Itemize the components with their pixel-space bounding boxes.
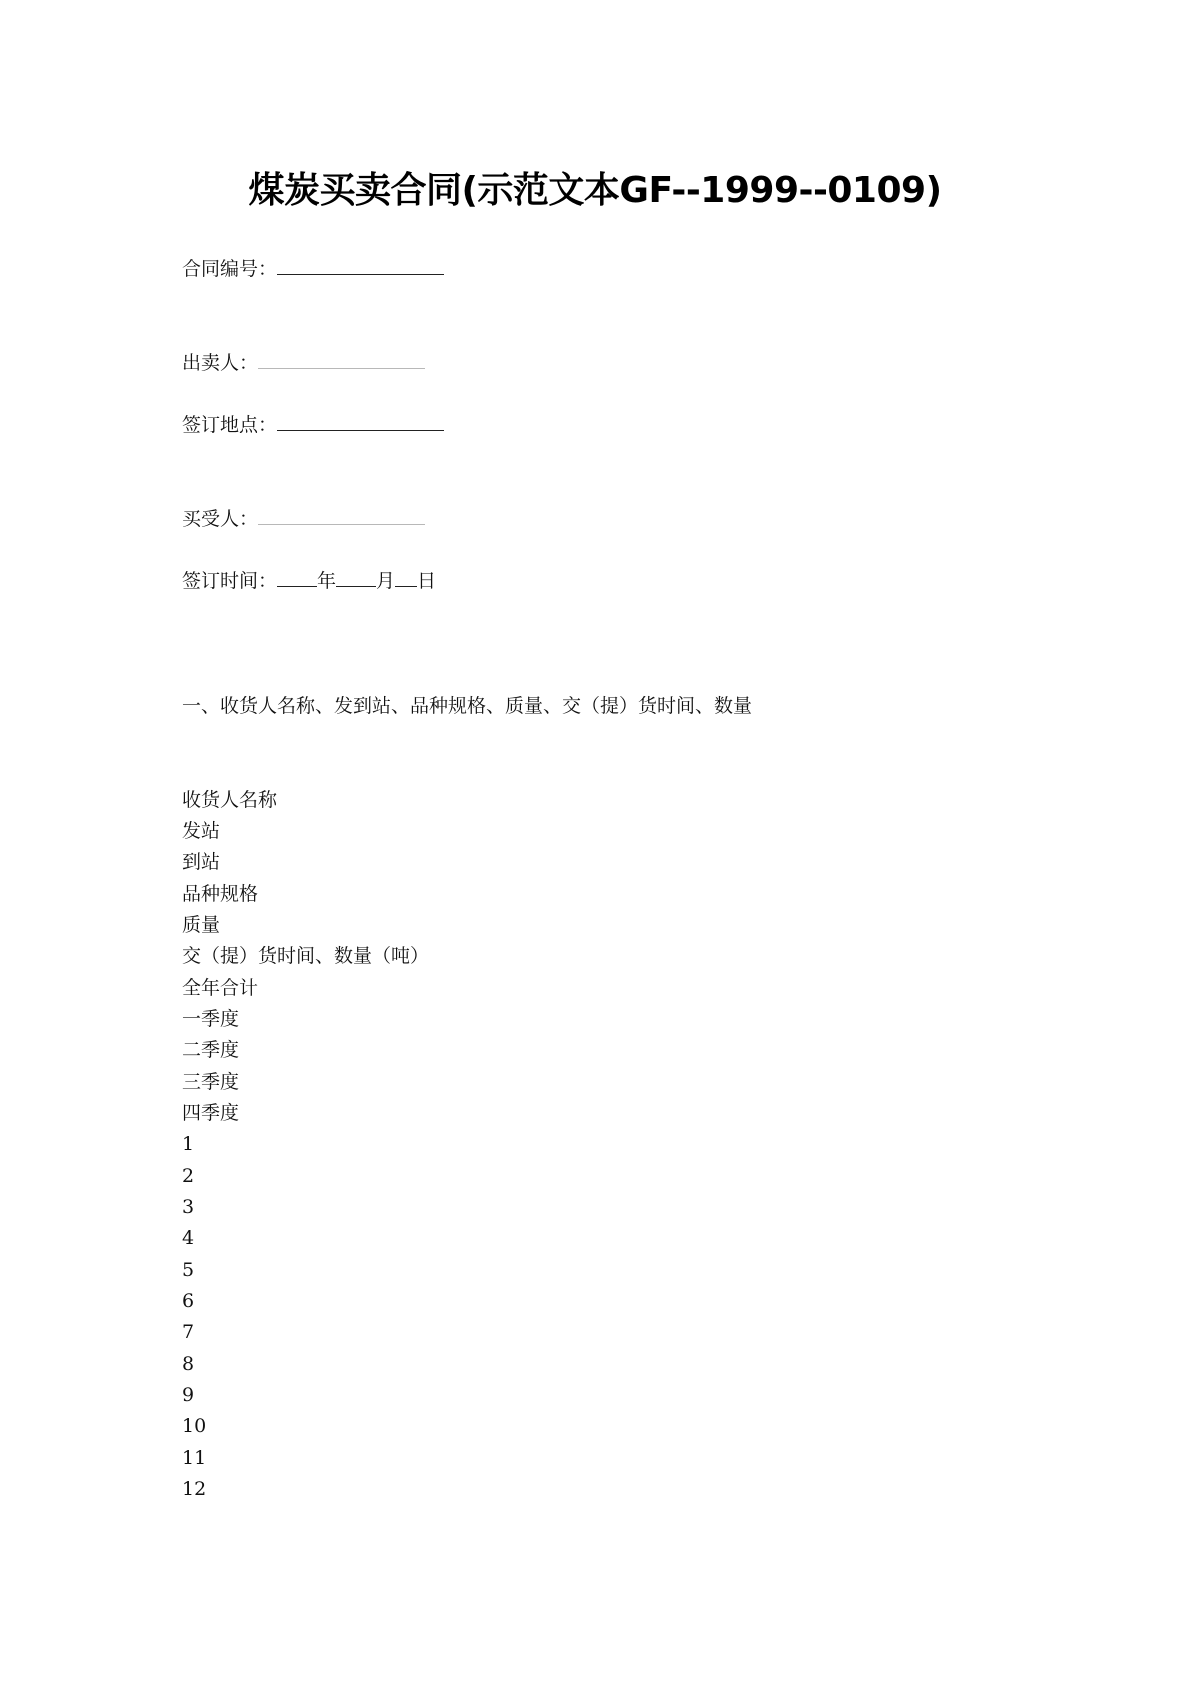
list-item: 6 [182,1290,195,1312]
list-item: 9 [182,1384,195,1406]
contract-number-line [182,256,444,281]
list-item: 品种规格 [182,883,259,905]
seller-label: 出卖人： [182,352,259,374]
month-blank[interactable] [336,568,376,587]
contract-number-blank[interactable] [277,256,444,275]
seller-line [182,350,425,375]
buyer-line [182,506,425,531]
list-item: 8 [182,1353,195,1375]
seller-blank[interactable] [258,350,425,369]
list-item: 5 [182,1259,195,1281]
section-1-heading: 一、收货人名称、发到站、品种规格、质量、交（提）货时间、数量 [182,695,753,717]
list-item: 到站 [182,851,221,873]
list-item: 二季度 [182,1039,240,1061]
list-item: 全年合计 [182,977,259,999]
list-item: 12 [182,1478,207,1500]
list-item: 交（提）货时间、数量（吨） [182,945,430,967]
list-item: 收货人名称 [182,789,278,811]
buyer-label: 买受人： [182,508,259,530]
list-item: 7 [182,1321,195,1343]
sign-time-label: 签订时间： [182,570,278,592]
list-item: 2 [182,1165,195,1187]
list-item: 三季度 [182,1071,240,1093]
year-blank[interactable] [277,568,317,587]
list-item: 10 [182,1415,207,1437]
list-item: 1 [182,1133,195,1155]
sign-place-label: 签订地点： [182,414,278,436]
list-item: 发站 [182,820,221,842]
sign-place-blank[interactable] [277,412,444,431]
list-item: 四季度 [182,1102,240,1124]
list-item: 4 [182,1227,195,1249]
buyer-blank[interactable] [258,506,425,525]
sign-place-line [182,412,444,437]
list-item: 质量 [182,914,221,936]
day-label: 日 [417,570,437,592]
year-label: 年 [317,570,337,592]
document-title: 煤炭买卖合同(示范文本GF--1999--0109) [248,170,942,211]
contract-number-label: 合同编号： [182,258,278,280]
day-blank[interactable] [395,568,417,587]
list-item: 一季度 [182,1008,240,1030]
list-item: 11 [182,1447,207,1469]
month-label: 月 [376,570,396,592]
sign-time-line [182,568,436,593]
list-item: 3 [182,1196,195,1218]
